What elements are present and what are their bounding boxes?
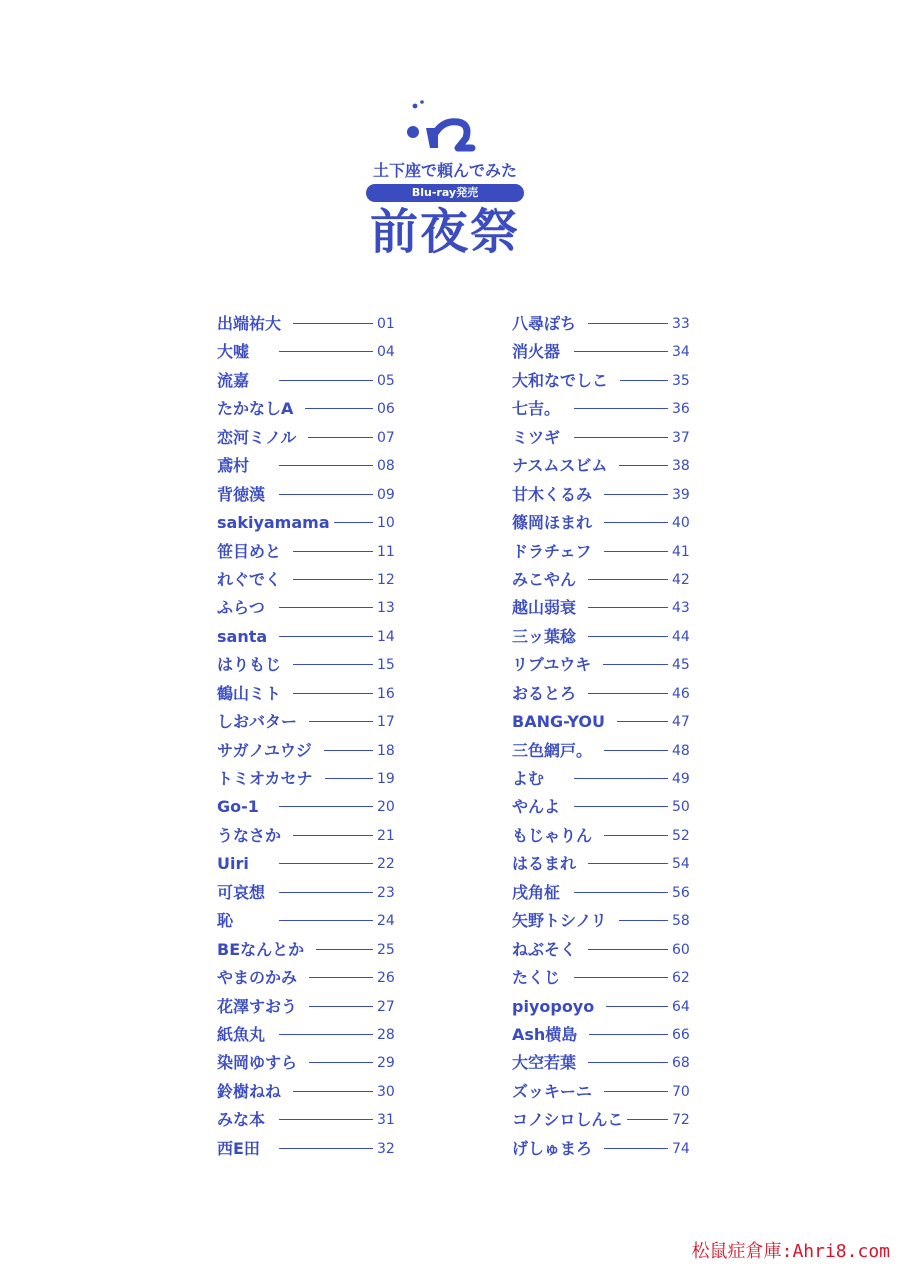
toc-page-number: 60 xyxy=(672,941,690,958)
toc-entry xyxy=(217,1023,402,1051)
toc-author-name: トミオカセナ xyxy=(217,767,315,791)
toc-leader-line xyxy=(588,1062,668,1063)
toc-leader-line xyxy=(305,408,373,409)
toc-author-name: 笹目めと xyxy=(217,540,283,564)
toc-page-number: 16 xyxy=(377,685,395,702)
toc-entry xyxy=(217,369,402,397)
toc-page-number: 06 xyxy=(377,401,395,418)
toc-page-number: 44 xyxy=(672,628,690,645)
toc-page-number: 33 xyxy=(672,316,690,332)
toc-entry xyxy=(217,540,402,568)
toc-author-name: 流嘉 xyxy=(217,369,251,393)
toc-leader-line xyxy=(604,1091,668,1092)
toc-author-name: 花澤すおう xyxy=(217,995,299,1019)
toc-author-name: piyopoyo xyxy=(512,995,596,1019)
toc-leader-line xyxy=(604,494,668,495)
toc-author-name: 鈴樹ねね xyxy=(217,1080,283,1104)
toc-page-number: 72 xyxy=(672,1112,690,1129)
toc-entry xyxy=(217,1137,402,1165)
toc-entry xyxy=(217,568,402,596)
toc-page-number: 36 xyxy=(672,401,690,418)
toc-leader-line xyxy=(574,892,668,893)
toc-entry xyxy=(512,795,697,823)
toc-author-name: 篠岡ほまれ xyxy=(512,511,594,535)
toc-entry xyxy=(217,312,402,340)
toc-page-number: 40 xyxy=(672,515,690,532)
toc-author-name: げしゅまろ xyxy=(512,1137,594,1161)
toc-entry xyxy=(512,881,697,909)
toc-entry xyxy=(512,767,697,795)
toc-author-name: ねぶそく xyxy=(512,938,578,962)
toc-entry xyxy=(512,1023,697,1051)
toc-leader-line xyxy=(574,806,668,807)
logo-title: 前夜祭 xyxy=(369,204,520,260)
toc-leader-line xyxy=(279,1034,373,1035)
toc-author-name: たかなしA xyxy=(217,397,295,421)
toc-page-number: 34 xyxy=(672,344,690,361)
toc-entry xyxy=(217,1051,402,1079)
toc-column-right xyxy=(512,312,697,1165)
toc-entry xyxy=(512,1137,697,1165)
toc-page-number: 70 xyxy=(672,1083,690,1100)
toc-author-name: Ash横島 xyxy=(512,1023,579,1047)
toc-leader-line xyxy=(606,1006,668,1007)
toc-author-name: 七吉。 xyxy=(512,397,562,421)
toc-author-name: 甘木くるみ xyxy=(512,483,594,507)
toc-author-name: ナスムスビム xyxy=(512,454,609,478)
toc-author-name: 三ッ葉稔 xyxy=(512,625,578,649)
toc-leader-line xyxy=(588,607,668,608)
toc-leader-line xyxy=(309,1006,373,1007)
toc-page-number: 38 xyxy=(672,458,690,475)
toc-author-name: 越山弱衰 xyxy=(512,596,578,620)
toc-author-name: はりもじ xyxy=(217,653,283,677)
toc-page-number: 05 xyxy=(377,372,395,389)
toc-leader-line xyxy=(279,465,373,466)
toc-leader-line xyxy=(293,693,373,694)
toc-entry xyxy=(217,454,402,482)
toc-entry xyxy=(217,682,402,710)
toc-page-number: 43 xyxy=(672,600,690,617)
toc-entry xyxy=(217,710,402,738)
toc-author-name: 背徳漢 xyxy=(217,483,267,507)
toc-page-number: 19 xyxy=(377,771,395,787)
toc-page-number: 14 xyxy=(377,628,395,645)
toc-leader-line xyxy=(279,1119,373,1120)
toc-leader-line xyxy=(604,835,668,836)
toc-leader-line xyxy=(619,465,668,466)
toc-leader-line xyxy=(588,579,668,580)
toc-author-name: おるとろ xyxy=(512,682,578,706)
toc-leader-line xyxy=(308,437,373,438)
toc-page-number: 01 xyxy=(377,316,395,332)
toc-leader-line xyxy=(627,1119,668,1120)
toc-page-number: 09 xyxy=(377,486,395,503)
toc-leader-line xyxy=(279,351,373,352)
toc-leader-line xyxy=(279,1148,373,1149)
toc-entry xyxy=(217,995,402,1023)
toc-leader-line xyxy=(279,920,373,921)
toc-entry xyxy=(512,568,697,596)
toc-author-name: 大嘘 xyxy=(217,340,251,364)
toc-author-name: リブユウキ xyxy=(512,653,593,677)
toc-author-name: しおバター xyxy=(217,710,299,734)
toc-page-number: 37 xyxy=(672,429,690,446)
toc-author-name: BANG-YOU xyxy=(512,710,607,734)
toc-leader-line xyxy=(293,664,373,665)
toc-leader-line xyxy=(293,579,373,580)
toc-page-number: 52 xyxy=(672,827,690,844)
toc-page-number: 07 xyxy=(377,429,395,446)
toc-page-number: 12 xyxy=(377,571,395,588)
toc-leader-line xyxy=(279,494,373,495)
toc-column-left xyxy=(217,312,402,1165)
toc-page-number: 64 xyxy=(672,998,690,1015)
toc-author-name: 可哀想 xyxy=(217,881,267,905)
toc-author-name: もじゃりん xyxy=(512,824,594,848)
toc-author-name: 恋河ミノル xyxy=(217,426,298,450)
toc-leader-line xyxy=(604,750,668,751)
toc-entry xyxy=(217,938,402,966)
toc-page-number: 66 xyxy=(672,1026,690,1043)
toc-page-number: 22 xyxy=(377,856,395,873)
toc-entry xyxy=(217,483,402,511)
toc-leader-line xyxy=(574,408,668,409)
toc-page-number: 50 xyxy=(672,799,690,816)
toc-page-number: 15 xyxy=(377,657,395,674)
toc-author-name: はるまれ xyxy=(512,852,578,876)
toc-author-name: 八尋ぽち xyxy=(512,312,578,336)
toc-page-number: 62 xyxy=(672,970,690,987)
toc-entry xyxy=(512,397,697,425)
toc-leader-line xyxy=(334,522,373,523)
toc-author-name: BEなんとか xyxy=(217,938,306,962)
toc-page-number: 27 xyxy=(377,998,395,1015)
toc-leader-line xyxy=(588,863,668,864)
toc-leader-line xyxy=(293,323,373,324)
toc-author-name: ふらつ xyxy=(217,596,267,620)
toc-author-name: sakiyamama xyxy=(217,511,332,535)
toc-leader-line xyxy=(588,949,668,950)
toc-author-name: よむ xyxy=(512,767,546,791)
toc-leader-line xyxy=(574,437,668,438)
toc-entry xyxy=(512,1080,697,1108)
toc-page-number: 18 xyxy=(377,742,395,759)
toc-entry xyxy=(512,454,697,482)
toc-leader-line xyxy=(293,551,373,552)
toc-entry xyxy=(217,966,402,994)
toc-page-number: 68 xyxy=(672,1055,690,1072)
toc-page-number: 21 xyxy=(377,827,395,844)
toc-entry xyxy=(217,852,402,880)
toc-leader-line xyxy=(588,693,668,694)
toc-page-number: 54 xyxy=(672,856,690,873)
toc-entry xyxy=(217,397,402,425)
toc-author-name: 西E田 xyxy=(217,1137,262,1161)
toc-entry xyxy=(217,795,402,823)
toc-leader-line xyxy=(293,835,373,836)
toc-leader-line xyxy=(604,522,668,523)
toc-leader-line xyxy=(309,721,373,722)
toc-entry xyxy=(512,369,697,397)
toc-author-name: やまのかみ xyxy=(217,966,299,990)
toc-page-number: 11 xyxy=(377,543,395,560)
toc-entry xyxy=(217,426,402,454)
toc-entry xyxy=(512,995,697,1023)
toc-page-number: 13 xyxy=(377,600,395,617)
toc-author-name: 大空若葉 xyxy=(512,1051,578,1075)
toc-leader-line xyxy=(279,892,373,893)
toc-entry xyxy=(512,966,697,994)
toc-author-name: 鳶村 xyxy=(217,454,251,478)
toc-entry xyxy=(512,824,697,852)
toc-entry xyxy=(217,596,402,624)
toc-leader-line xyxy=(604,1148,668,1149)
toc-author-name: れぐでく xyxy=(217,568,283,592)
toc-author-name: ドラチェフ xyxy=(512,540,594,564)
toc-page-number: 42 xyxy=(672,571,690,588)
toc-entry xyxy=(217,824,402,852)
logo xyxy=(360,98,530,268)
toc-entry xyxy=(512,483,697,511)
toc-entry xyxy=(217,909,402,937)
toc-leader-line xyxy=(617,721,668,722)
toc-page-number: 30 xyxy=(377,1083,395,1100)
toc-entry xyxy=(512,426,697,454)
toc-entry xyxy=(512,625,697,653)
toc-leader-line xyxy=(588,323,668,324)
toc-author-name: 鶴山ミト xyxy=(217,682,283,706)
toc-author-name: 消火器 xyxy=(512,340,562,364)
toc-author-name: たくじ xyxy=(512,966,562,990)
toc-entry xyxy=(512,710,697,738)
toc-entry xyxy=(512,682,697,710)
toc-leader-line xyxy=(279,636,373,637)
toc-author-name: 大和なでしこ xyxy=(512,369,610,393)
toc-leader-line xyxy=(603,664,668,665)
toc-author-name: みな本 xyxy=(217,1108,267,1132)
toc-entry xyxy=(217,653,402,681)
toc-entry xyxy=(217,1080,402,1108)
toc-entry xyxy=(217,1108,402,1136)
toc-author-name: みこやん xyxy=(512,568,578,592)
toc-author-name: やんよ xyxy=(512,795,562,819)
toc-page-number: 28 xyxy=(377,1026,395,1043)
watermark: 松鼠症倉庫:Ahri8.com xyxy=(691,1241,890,1262)
toc-page-number: 17 xyxy=(377,714,395,731)
toc-leader-line xyxy=(279,806,373,807)
toc-author-name: 紙魚丸 xyxy=(217,1023,267,1047)
toc-author-name: Uiri xyxy=(217,852,251,876)
toc-entry xyxy=(512,938,697,966)
toc-page-number: 47 xyxy=(672,714,690,731)
toc-page-number: 10 xyxy=(377,515,395,532)
toc-leader-line xyxy=(316,949,373,950)
toc-leader-line xyxy=(574,778,668,779)
toc-leader-line xyxy=(604,551,668,552)
toc-leader-line xyxy=(279,863,373,864)
toc-page-number: 48 xyxy=(672,742,690,759)
toc-page-number: 56 xyxy=(672,884,690,901)
toc-entry xyxy=(512,312,697,340)
logo-subtitle: 土下座で頼んでみた xyxy=(372,161,517,180)
toc-entry xyxy=(217,767,402,795)
toc-leader-line xyxy=(324,750,373,751)
toc-entry xyxy=(512,653,697,681)
toc-entry xyxy=(512,511,697,539)
toc-author-name: 戌角柾 xyxy=(512,881,562,905)
toc-page-number: 46 xyxy=(672,685,690,702)
toc-entry xyxy=(512,596,697,624)
toc-author-name: 三色網戸。 xyxy=(512,739,594,763)
toc-entry xyxy=(217,881,402,909)
toc-entry xyxy=(217,511,402,539)
toc-leader-line xyxy=(279,380,373,381)
toc-entry xyxy=(217,625,402,653)
toc-page-number: 29 xyxy=(377,1055,395,1072)
toc-leader-line xyxy=(619,920,668,921)
toc-author-name: ズッキーニ xyxy=(512,1080,594,1104)
toc-author-name: コノシロしんこ xyxy=(512,1108,625,1132)
toc-leader-line xyxy=(588,636,668,637)
toc-leader-line xyxy=(574,977,668,978)
toc-leader-line xyxy=(309,1062,373,1063)
toc-entry xyxy=(512,739,697,767)
toc-author-name: うなさか xyxy=(217,824,283,848)
toc-leader-line xyxy=(325,778,373,779)
toc-author-name: 染岡ゆすら xyxy=(217,1051,299,1075)
toc-page-number: 41 xyxy=(672,543,690,560)
toc-leader-line xyxy=(620,380,668,381)
toc-author-name: Go-1 xyxy=(217,795,261,819)
toc-page-number: 32 xyxy=(377,1140,395,1157)
toc-entry xyxy=(512,1051,697,1079)
toc-author-name: 出端祐大 xyxy=(217,312,283,336)
toc-page-number: 25 xyxy=(377,941,395,958)
toc-entry xyxy=(512,540,697,568)
toc-page-number: 08 xyxy=(377,458,395,475)
toc-leader-line xyxy=(574,351,668,352)
toc-page-number: 20 xyxy=(377,799,395,816)
kneeling-figure-icon xyxy=(400,98,480,158)
toc-leader-line xyxy=(293,1091,373,1092)
toc-leader-line xyxy=(309,977,373,978)
toc-leader-line xyxy=(589,1034,668,1035)
toc-page-number: 24 xyxy=(377,913,395,930)
logo-badge: Blu-ray発売 xyxy=(366,184,524,202)
toc-entry xyxy=(512,852,697,880)
toc-entry xyxy=(217,739,402,767)
toc-leader-line xyxy=(279,607,373,608)
toc-page-number: 23 xyxy=(377,884,395,901)
toc-page-number: 04 xyxy=(377,344,395,361)
toc-author-name: 恥 xyxy=(217,909,235,933)
toc-author-name: santa xyxy=(217,625,269,649)
toc-author-name: 矢野トシノリ xyxy=(512,909,609,933)
toc-page-number: 31 xyxy=(377,1112,395,1129)
toc-entry xyxy=(512,340,697,368)
toc-entry xyxy=(512,909,697,937)
toc-page-number: 39 xyxy=(672,486,690,503)
toc-page-number: 74 xyxy=(672,1140,690,1157)
toc-page-number: 45 xyxy=(672,657,690,674)
toc-author-name: ミツギ xyxy=(512,426,562,450)
toc-entry xyxy=(217,340,402,368)
toc-page-number: 49 xyxy=(672,771,690,787)
toc-page-number: 35 xyxy=(672,372,690,389)
toc-entry xyxy=(512,1108,697,1136)
toc-author-name: サガノユウジ xyxy=(217,739,314,763)
toc-page-number: 58 xyxy=(672,913,690,930)
toc-page-number: 26 xyxy=(377,970,395,987)
